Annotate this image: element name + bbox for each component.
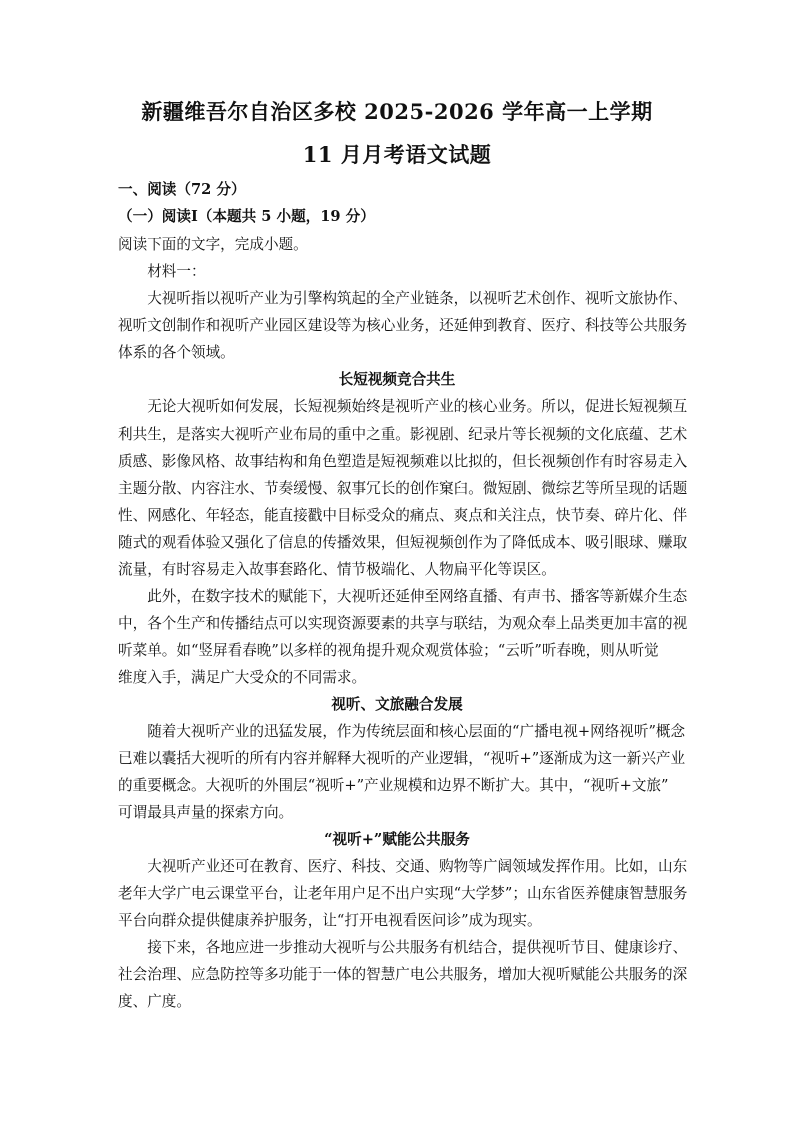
passage-line: 社会治理、应急防控等多功能于一体的智慧广电公共服务，增加大视听赋能公共服务的深	[118, 966, 688, 983]
passage-line: 随式的观看体验又强化了信息的传播效果，但短视频创作为了降低成本、吸引眼球、赚取	[118, 534, 688, 551]
passage-subheading: 视听、文旅融合发展	[331, 696, 463, 713]
passage-line: 已难以囊括大视听的所有内容并解释大视听的产业逻辑，“视听+”逐渐成为这一新兴产业	[118, 750, 686, 767]
passage-line: 中，各个生产和传播结点可以实现资源要素的共享与联结，为观众奉上品类更加丰富的视	[118, 615, 688, 632]
passage-line: 大视听指以视听产业为引擎构筑起的全产业链条，以视听艺术创作、视听文旅协作、	[118, 290, 688, 307]
passage-line: 大视听产业还可在教育、医疗、科技、交通、购物等广阔领域发挥作用。比如，山东	[118, 858, 688, 875]
passage-line: 平台向群众提供健康养护服务，让“打开电视看医问诊”成为现实。	[118, 912, 542, 929]
passage-line: 质感、影像风格、故事结构和角色塑造是短视频难以比拟的，但长视频创作有时容易走入	[118, 453, 688, 470]
passage-line: 无论大视听如何发展，长短视频始终是视听产业的核心业务。所以，促进长短视频互	[118, 398, 688, 415]
section-heading: 一、阅读（72 分）	[118, 181, 246, 198]
passage-line: 可谓最具声量的探索方向。	[118, 804, 294, 821]
passage-line: 度、广度。	[118, 993, 191, 1010]
passage-line: 利共生，是落实大视听产业布局的重中之重。影视剧、纪录片等长视频的文化底蕴、艺术	[118, 426, 688, 443]
passage-line: 主题分散、内容注水、节奏缓慢、叙事冗长的创作窠臼。微短剧、微综艺等所呈现的话题	[118, 480, 688, 497]
passage-line: 维度入手，满足广大受众的不同需求。	[118, 669, 367, 686]
passage-line: 随着大视听产业的迅猛发展，作为传统层面和核心层面的“广播电视+网络视听”概念	[118, 723, 686, 740]
passage-line: 老年大学广电云课堂平台，让老年用户足不出户实现“大学梦”；山东省医养健康智慧服务	[118, 885, 688, 902]
passage-line: 视听文创制作和视听产业园区建设等为核心业务，还延伸到教育、医疗、科技等公共服务	[118, 317, 688, 334]
subsection-heading: （一）阅读Ⅰ（本题共 5 小题，19 分）	[118, 208, 375, 225]
passage-line: 性、网感化、年轻态，能直接戳中目标受众的痛点、爽点和关注点，快节奏、碎片化、伴	[118, 507, 688, 524]
instruction: 阅读下面的文字，完成小题。	[118, 236, 308, 253]
exam-title-line2: 11 月月考语文试题	[302, 142, 492, 167]
passage-line: 流量，有时容易走入故事套路化、情节极端化、人物扁平化等误区。	[118, 561, 556, 578]
passage-line: 听菜单。如“竖屏看春晚”以多样的视角提升观众观赏体验；“云听”听春晚，则从听觉	[118, 642, 659, 659]
passage-subheading: “视听+”赋能公共服务	[324, 831, 470, 848]
passage-line: 接下来，各地应进一步推动大视听与公共服务有机结合，提供视听节目、健康诊疗、	[118, 939, 688, 956]
passage-subheading: 长短视频竞合共生	[338, 371, 456, 388]
material-label: 材料一：	[118, 263, 206, 280]
passage-line: 此外，在数字技术的赋能下，大视听还延伸至网络直播、有声书、播客等新媒介生态	[118, 588, 688, 605]
passage-line: 体系的各个领域。	[118, 344, 235, 361]
exam-title-line1: 新疆维吾尔自治区多校 2025-2026 学年高一上学期	[141, 99, 653, 124]
passage-line: 的重要概念。大视听的外围层“视听+”产业规模和边界不断扩大。其中，“视听+文旅”	[118, 777, 669, 794]
